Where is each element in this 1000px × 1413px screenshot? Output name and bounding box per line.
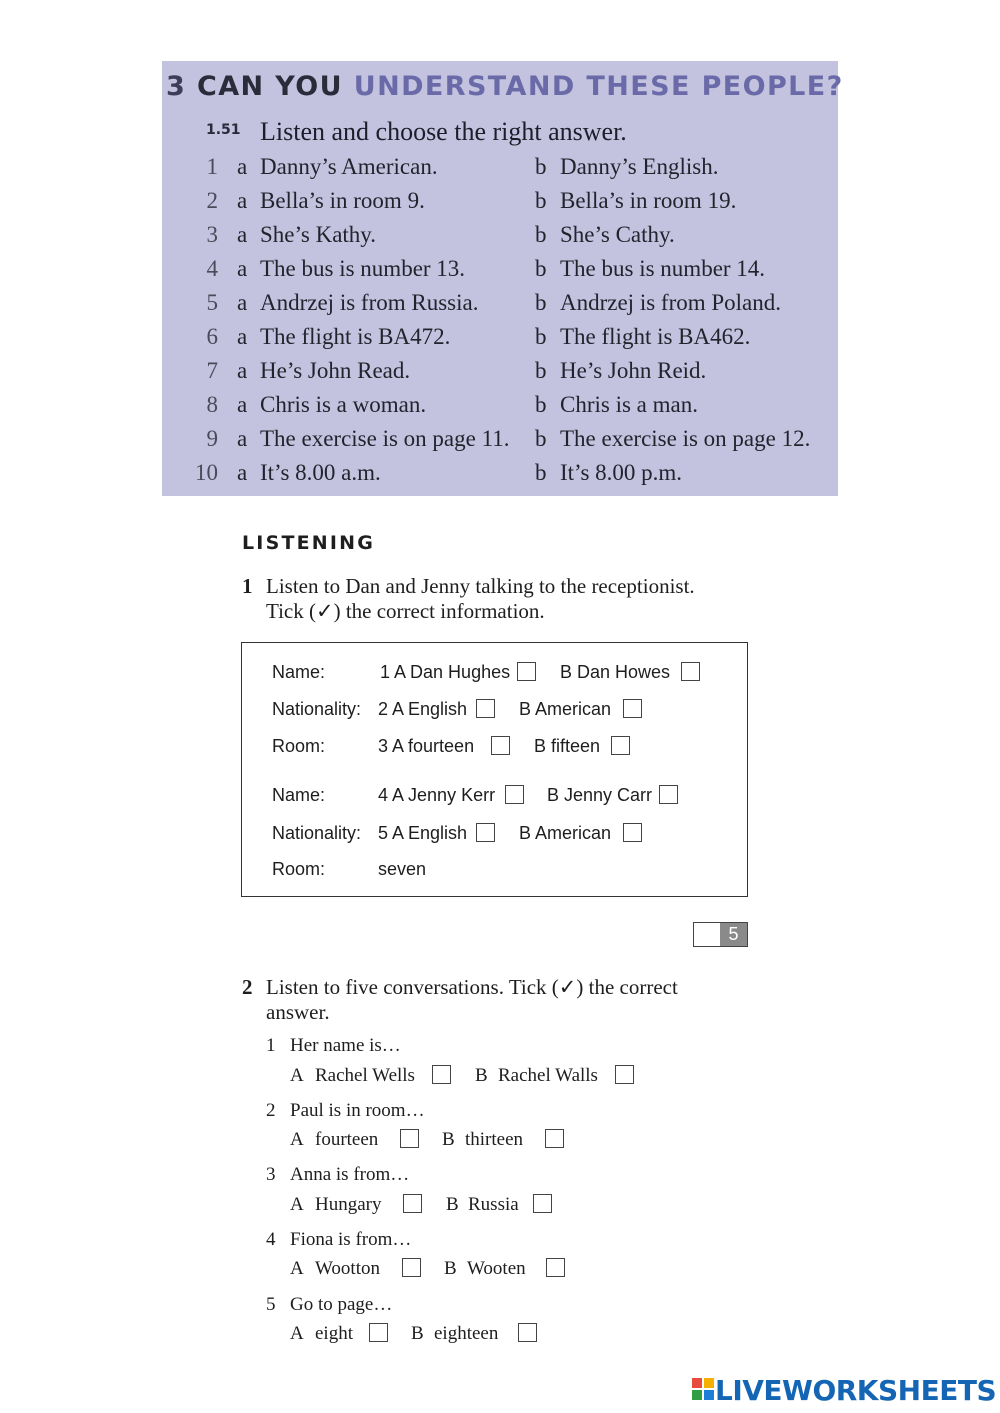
checkbox-b[interactable] [518, 1323, 537, 1342]
title-dark: CAN YOU [197, 71, 343, 102]
exercise-1-number: 1 [242, 574, 253, 598]
answer-row [162, 188, 838, 220]
section-3-panel [162, 61, 844, 496]
question-text: Anna is from… [290, 1164, 410, 1185]
option-a-label: Hungary [315, 1194, 382, 1215]
letter-b: b [535, 154, 547, 179]
letter-b: B [411, 1323, 424, 1344]
checkbox-a[interactable] [402, 1258, 421, 1277]
checkbox-b[interactable] [533, 1194, 552, 1213]
option-b-label: Rachel Walls [498, 1065, 598, 1086]
exercise-2-line-2: answer. [266, 1000, 330, 1024]
logo-wordmark: LIVEWORKSHEETS [715, 1374, 997, 1407]
answer-row [162, 392, 838, 424]
question-number: 2 [266, 1100, 276, 1121]
item-number: 7 [206, 358, 218, 383]
option-b[interactable]: Andrzej is from Poland. [560, 290, 782, 315]
letter-b: b [535, 188, 547, 213]
option-b-label: B American [519, 823, 612, 843]
option-b[interactable]: The flight is BA462. [560, 324, 751, 349]
letter-b: B [442, 1129, 455, 1150]
option-b[interactable]: The bus is number 14. [560, 256, 766, 281]
letter-a: A [290, 1323, 304, 1344]
item-number: 6 [206, 324, 218, 349]
field-label: Nationality: [272, 699, 362, 719]
field-label: Name: [272, 785, 326, 805]
option-b-label: B fifteen [534, 736, 601, 756]
letter-b: b [535, 290, 547, 315]
option-b[interactable]: Chris is a man. [560, 392, 698, 417]
score-total: 5 [720, 923, 747, 946]
letter-a: a [237, 290, 248, 315]
exercise-2-line-1: Listen to five conversations. Tick (✓) the correct [266, 975, 678, 999]
question-text: Paul is in room… [290, 1100, 425, 1121]
letter-b: b [535, 324, 547, 349]
question-number: 1 [266, 1035, 276, 1056]
option-a-label: Wootton [315, 1258, 380, 1279]
option-a[interactable]: Andrzej is from Russia. [260, 290, 479, 315]
item-number: 9 [206, 426, 218, 451]
option-b-label: Russia [468, 1194, 519, 1215]
letter-a: A [290, 1065, 304, 1086]
field-label: Room: [272, 736, 326, 756]
section-3-instruction: Listen and choose the right answer. [260, 117, 627, 146]
letter-b: b [535, 256, 547, 281]
item-number: 4 [206, 256, 218, 281]
checkbox-a[interactable] [491, 736, 510, 755]
letter-a: a [237, 188, 248, 213]
option-a-label: eight [315, 1323, 353, 1344]
letter-a: a [237, 324, 248, 349]
option-a-label: Rachel Wells [315, 1065, 415, 1086]
option-a[interactable]: Bella’s in room 9. [260, 188, 425, 213]
option-b-label: B Dan Howes [560, 662, 671, 682]
item-number: 2 [206, 188, 218, 213]
liveworksheets-logo-icon [692, 1378, 714, 1400]
item-number: 8 [206, 392, 218, 417]
checkbox-b[interactable] [659, 785, 678, 804]
letter-a: a [237, 426, 248, 451]
checkbox-a[interactable] [517, 662, 536, 681]
answer-row [162, 358, 838, 390]
field-label: Nationality: [272, 823, 362, 843]
option-b-label: B American [519, 699, 612, 719]
checkbox-b[interactable] [615, 1065, 634, 1084]
checkbox-b[interactable] [681, 662, 700, 681]
title-accent: UNDERSTAND THESE PEOPLE? [353, 71, 844, 102]
room-value: seven [378, 859, 427, 879]
letter-a: A [290, 1258, 304, 1279]
option-b-label: eighteen [434, 1323, 499, 1344]
option-a[interactable]: She’s Kathy. [260, 222, 377, 247]
letter-a: a [237, 392, 248, 417]
answer-row [162, 154, 838, 186]
option-b-label: thirteen [465, 1129, 524, 1150]
option-a[interactable]: The flight is BA472. [260, 324, 451, 349]
letter-b: B [446, 1194, 459, 1215]
answer-row [162, 324, 838, 356]
option-b[interactable]: It’s 8.00 p.m. [560, 460, 683, 485]
info-form-box [241, 642, 748, 897]
question-text: Go to page… [290, 1294, 393, 1315]
option-a[interactable]: He’s John Read. [260, 358, 411, 383]
option-b[interactable]: She’s Cathy. [560, 222, 675, 247]
question-text: Fiona is from… [290, 1229, 412, 1250]
exercise-2-number: 2 [242, 975, 253, 999]
item-number: 5 [206, 290, 218, 315]
checkbox-a[interactable] [369, 1323, 388, 1342]
checkbox-a[interactable] [476, 699, 495, 718]
track-number: 1.51 [206, 122, 241, 138]
letter-a: a [237, 256, 248, 281]
checkbox-b[interactable] [623, 699, 642, 718]
checkbox-a[interactable] [432, 1065, 451, 1084]
question-number: 5 [266, 1294, 276, 1315]
checkbox-a[interactable] [400, 1129, 419, 1148]
checkbox-a[interactable] [476, 823, 495, 842]
question-number: 4 [266, 1229, 276, 1250]
letter-a: a [237, 222, 248, 247]
item-number: 10 [195, 460, 218, 485]
option-b[interactable]: Danny’s English. [560, 154, 719, 179]
checkbox-b[interactable] [611, 736, 630, 755]
exercise-1-line-1: Listen to Dan and Jenny talking to the receptionist. [266, 574, 695, 598]
letter-b: b [535, 460, 547, 485]
letter-a: a [237, 154, 248, 179]
option-b-label: B Jenny Carr [547, 785, 653, 805]
option-a[interactable]: It’s 8.00 a.m. [260, 460, 381, 485]
option-a-label: 3 A fourteen [378, 736, 475, 756]
letter-b: B [444, 1258, 457, 1279]
option-a[interactable]: The bus is number 13. [260, 256, 466, 281]
option-b-label: Wooten [467, 1258, 526, 1279]
answer-row [162, 460, 838, 492]
option-a[interactable]: Chris is a woman. [260, 392, 427, 417]
checkbox-a[interactable] [505, 785, 524, 804]
exercise-1-line-2: Tick (✓) the correct information. [266, 599, 545, 623]
letter-b: b [535, 392, 547, 417]
option-a[interactable]: The exercise is on page 11. [260, 426, 510, 451]
item-number: 3 [206, 222, 218, 247]
checkbox-b[interactable] [546, 1258, 565, 1277]
option-b[interactable]: He’s John Reid. [560, 358, 707, 383]
option-a-label: 4 A Jenny Kerr [378, 785, 496, 805]
option-b[interactable]: Bella’s in room 19. [560, 188, 737, 213]
option-a-label: 2 A English [378, 699, 468, 719]
item-number: 1 [206, 154, 218, 179]
letter-b: b [535, 358, 547, 383]
letter-b: b [535, 426, 547, 451]
checkbox-a[interactable] [403, 1194, 422, 1213]
checkbox-b[interactable] [545, 1129, 564, 1148]
answer-row [162, 256, 838, 288]
listening-heading: LISTENING [242, 532, 376, 554]
exercise-2-instruction [266, 975, 746, 1025]
letter-a: a [237, 358, 248, 383]
option-b[interactable]: The exercise is on page 12. [560, 426, 811, 451]
option-a-label: 1 A Dan Hughes [380, 662, 511, 682]
question-number: 3 [266, 1164, 276, 1185]
option-a-label: 5 A English [378, 823, 468, 843]
question-text: Her name is… [290, 1035, 401, 1056]
option-a[interactable]: Danny’s American. [260, 154, 438, 179]
letter-a: a [237, 460, 248, 485]
field-label: Name: [272, 662, 326, 682]
option-a-label: fourteen [315, 1129, 379, 1150]
answer-row [162, 222, 838, 254]
checkbox-b[interactable] [623, 823, 642, 842]
section-3-title [166, 71, 844, 102]
letter-b: B [475, 1065, 488, 1086]
score-box [693, 922, 748, 947]
section-number: 3 [166, 71, 187, 102]
letter-a: A [290, 1194, 304, 1215]
field-label: Room: [272, 859, 326, 879]
letter-a: A [290, 1129, 304, 1150]
answer-row [162, 426, 838, 458]
letter-b: b [535, 222, 547, 247]
answer-row [162, 290, 838, 322]
exercise-1-instruction [266, 574, 746, 624]
